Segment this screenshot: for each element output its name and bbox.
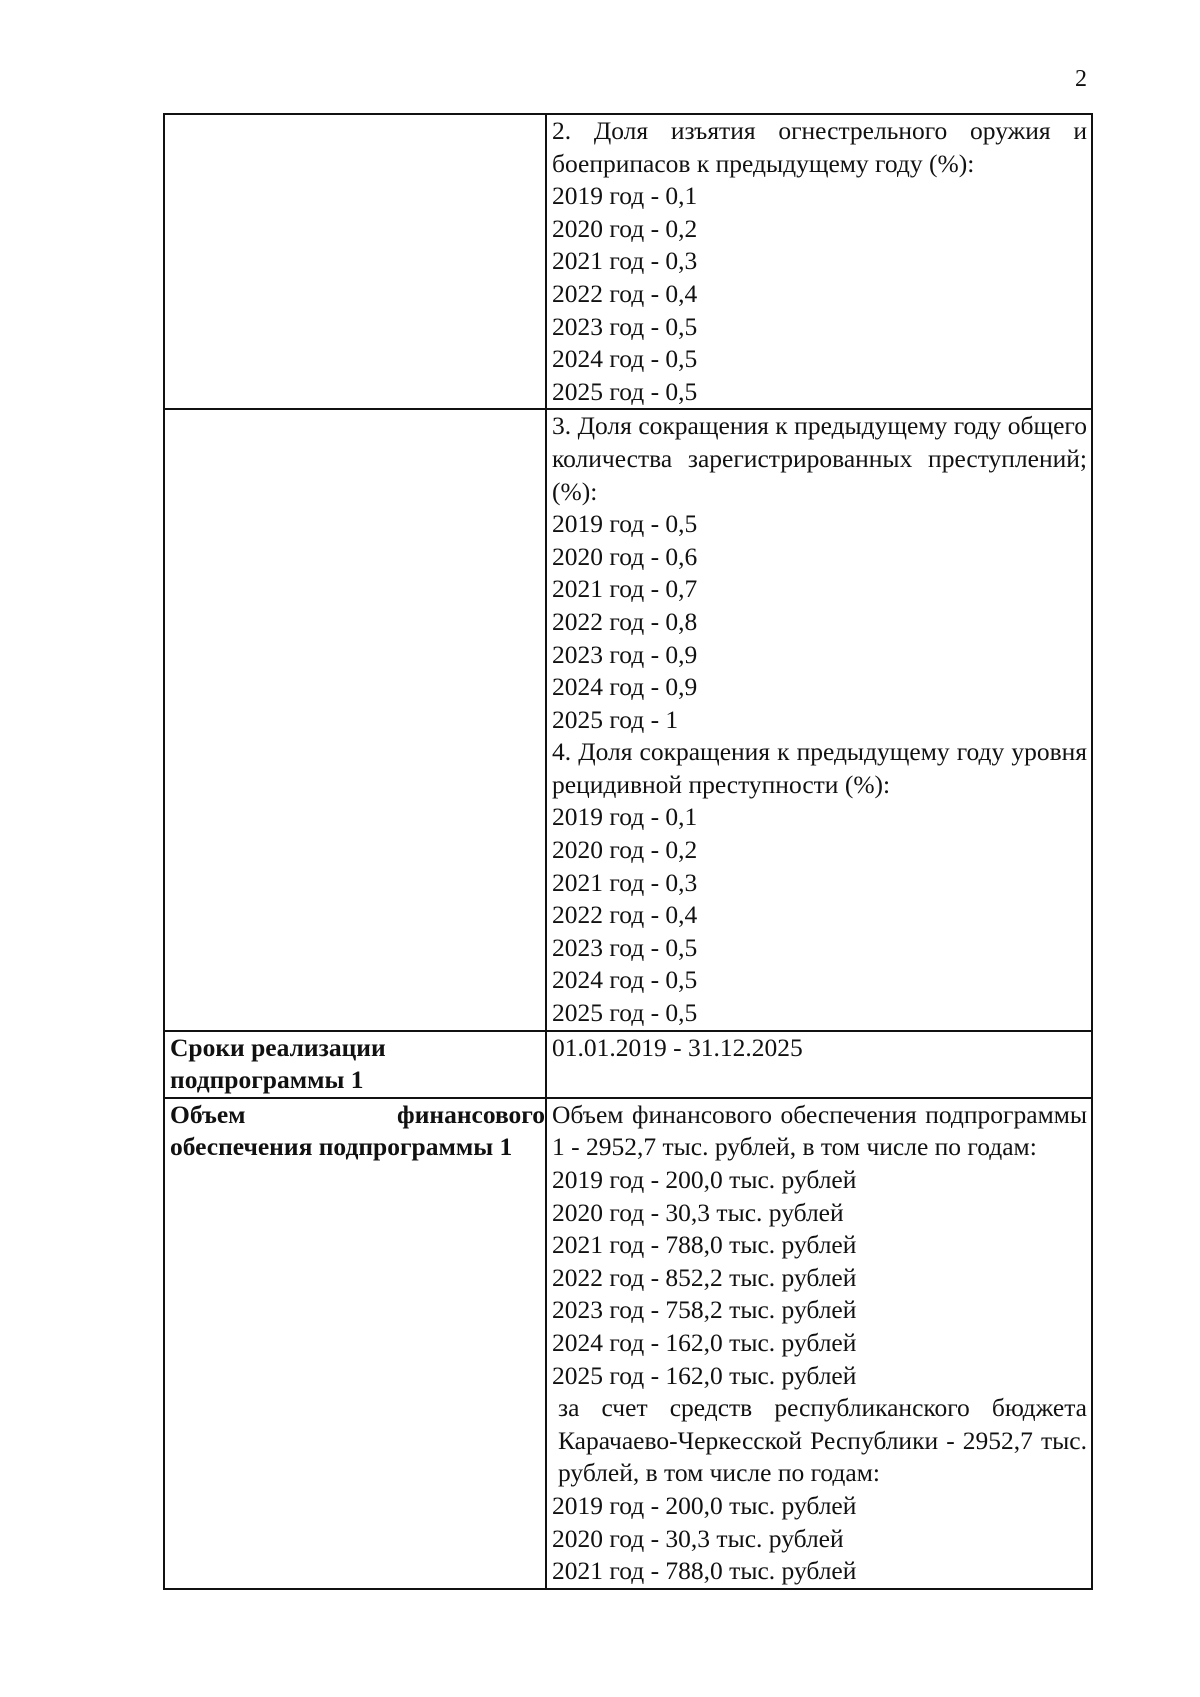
row-content: [546, 409, 1092, 1030]
table-row: [164, 114, 1092, 409]
row-label: [164, 114, 546, 409]
list-item: 2023 год - 0,9: [552, 639, 698, 669]
passport-table: [163, 113, 1093, 1590]
list-item: 2025 год - 0,5: [552, 376, 698, 406]
list-item: 2019 год - 0,5: [552, 509, 698, 539]
list-item: 2020 год - 0,2: [552, 213, 698, 243]
list-item: 2024 год - 0,9: [552, 672, 698, 702]
list-item: 2025 год - 0,5: [552, 998, 698, 1028]
list-item: 2019 год - 200,0 тыс. рублей: [552, 1490, 857, 1520]
table-row: [164, 1031, 1092, 1098]
table-row: [164, 409, 1092, 1030]
indicator-heading: 4. Доля сокращения к предыдущему году уровня рецидивной преступности (%):: [552, 737, 1087, 799]
list-item: 2019 год - 200,0 тыс. рублей: [552, 1165, 857, 1194]
indicator-heading: 3. Доля сокращения к предыдущему году общего количества зарегистрированных преступлений; (%):: [552, 411, 1087, 506]
list-item: 2021 год - 0,3: [552, 246, 698, 276]
row-label: [164, 409, 546, 1030]
list-item: 2023 год - 0,5: [552, 932, 698, 962]
row-content: [546, 114, 1092, 409]
list-item: 2019 год - 0,1: [552, 181, 698, 211]
list-item: 2025 год - 1: [552, 704, 679, 734]
list-item: 2020 год - 30,3 тыс. рублей: [552, 1523, 844, 1553]
row-label: Сроки реализации подпрограммы 1: [164, 1031, 546, 1098]
list-item: 2022 год - 0,4: [552, 900, 698, 930]
funding-source-heading: за счет средств республиканского бюджета Карачаево-Черкесской Республики - 2952,7 тыс. рублей, в том числе по годам:: [558, 1393, 1087, 1488]
list-item: 2020 год - 0,6: [552, 541, 698, 571]
list-item: 2019 год - 0,1: [552, 802, 698, 832]
funding-heading: Объем финансового обеспечения подпрограммы 1 - 2952,7 тыс. рублей, в том числе по годам:: [552, 1099, 1087, 1162]
table-row: [164, 1098, 1092, 1589]
row-content: [546, 1098, 1092, 1589]
list-item: 2022 год - 0,4: [552, 278, 698, 308]
page-number: 2: [1075, 66, 1087, 92]
list-item: 2023 год - 758,2 тыс. рублей: [552, 1295, 857, 1325]
row-label: Объем финансового обеспечения подпрограммы 1: [164, 1098, 546, 1589]
list-item: 2021 год - 0,7: [552, 574, 698, 604]
list-item: 2021 год - 0,3: [552, 867, 698, 897]
list-item: 2024 год - 0,5: [552, 344, 698, 374]
list-item: 2024 год - 0,5: [552, 965, 698, 995]
list-item: 2021 год - 788,0 тыс. рублей: [552, 1556, 857, 1586]
list-item: 2020 год - 30,3 тыс. рублей: [552, 1197, 844, 1227]
list-item: 2025 год - 162,0 тыс. рублей: [552, 1360, 857, 1390]
list-item: 2020 год - 0,2: [552, 835, 698, 865]
list-item: 2022 год - 852,2 тыс. рублей: [552, 1262, 857, 1292]
row-content: [546, 1031, 1092, 1098]
list-item: 2021 год - 788,0 тыс. рублей: [552, 1230, 857, 1260]
period-value: 01.01.2019 - 31.12.2025: [552, 1032, 803, 1062]
indicator-heading: 2. Доля изъятия огнестрельного оружия и боеприпасов к предыдущему году (%):: [552, 116, 1087, 178]
list-item: 2023 год - 0,5: [552, 311, 698, 341]
list-item: 2022 год - 0,8: [552, 606, 698, 636]
list-item: 2024 год - 162,0 тыс. рублей: [552, 1327, 857, 1357]
